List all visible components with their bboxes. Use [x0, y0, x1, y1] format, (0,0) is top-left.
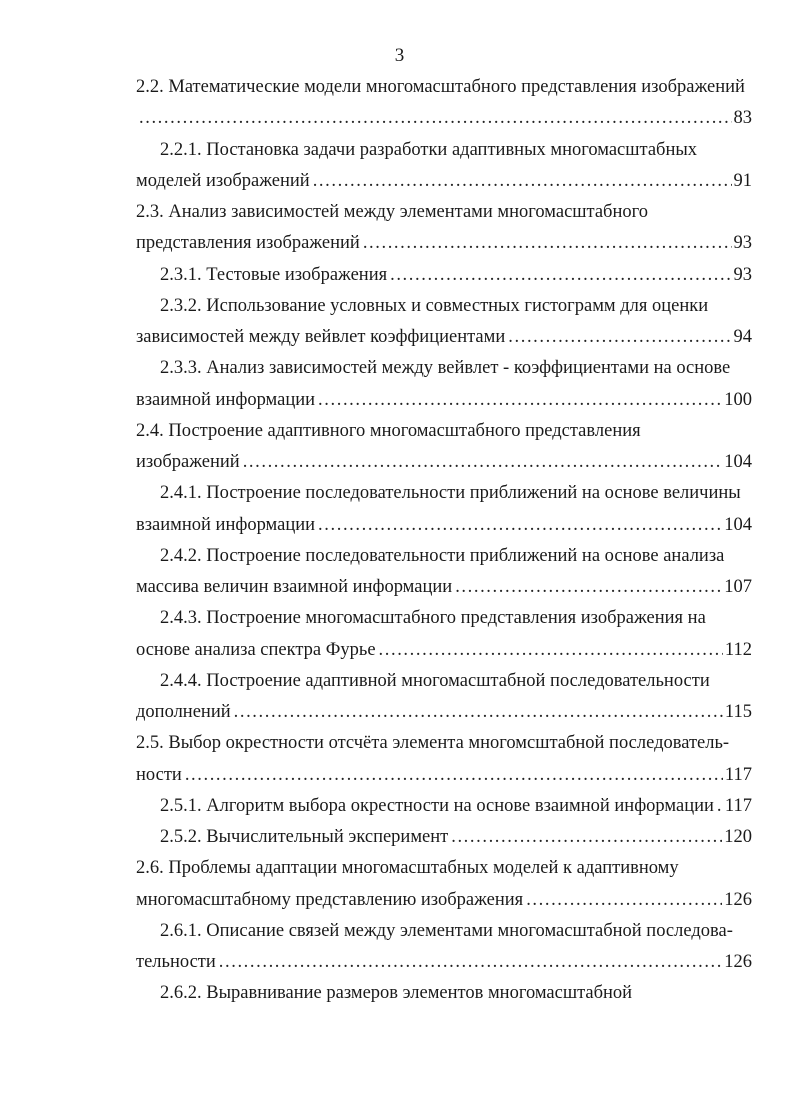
toc-entry-text: 2.4. Построение адаптивного многомасштабного представления [136, 420, 641, 441]
toc-page-number: 112 [724, 639, 752, 660]
toc-line [136, 728, 729, 758]
toc-line [160, 916, 733, 946]
toc-entry-text: 2.4.1. Построение последовательности приближений на основе величины [160, 483, 741, 504]
toc-entry-text: ности [136, 764, 182, 785]
toc-entry-text: изображений [136, 452, 240, 472]
toc-page-number: 91 [733, 170, 752, 191]
toc-entry-text: многомасштабному представлению изображения [136, 889, 524, 910]
dot-leader [318, 385, 722, 415]
toc-line [160, 135, 697, 165]
toc-line [136, 72, 745, 102]
toc-line [160, 603, 706, 633]
page-number: 3 [394, 45, 405, 66]
toc-entry-text: 2.5. Выбор окрестности отсчёта элемента многомсштабной последователь- [136, 733, 730, 754]
toc-entry-text: взаимной информации [136, 514, 316, 535]
toc-line [160, 353, 730, 383]
dot-leader [185, 760, 723, 790]
dot-leader [234, 697, 723, 727]
toc-page-number: 104 [724, 452, 752, 472]
toc-line [136, 103, 752, 133]
toc-line [136, 635, 752, 665]
dot-leader [363, 228, 732, 258]
toc-entry-text: зависимостей между вейвлет коэффициентами [136, 327, 506, 347]
toc-page-number: 83 [733, 108, 752, 129]
toc-page-number: 107 [724, 577, 752, 597]
toc-line [160, 666, 710, 696]
toc-line [136, 322, 752, 352]
toc-entry-text: дополнений [136, 702, 231, 722]
toc-line [160, 822, 752, 852]
toc-entry-text: 2.3.3. Анализ зависимостей между вейвлет - коэффициентами на основе [160, 358, 731, 379]
toc-line [136, 166, 752, 196]
dot-leader [243, 447, 723, 477]
toc-page-number: 117 [724, 795, 752, 816]
toc-line [136, 385, 752, 415]
toc-line [136, 760, 752, 790]
toc-entry-text: 2.2. Математические модели многомасштабного представления изображений [136, 77, 745, 97]
table-of-contents [0, 72, 799, 1092]
toc-page-number: 120 [724, 827, 752, 847]
toc-page-number: 94 [733, 327, 752, 347]
dot-leader [717, 791, 723, 821]
dot-leader [219, 947, 722, 977]
toc-entry-text: 2.6.2. Выравнивание размеров элементов многомасштабной [160, 983, 633, 1004]
toc-line [136, 853, 679, 883]
dot-leader [318, 510, 722, 540]
toc-line [160, 791, 752, 821]
toc-entry-text: 2.5.1. Алгоритм выбора окрестности на основе взаимной информации [160, 795, 714, 816]
dot-leader [508, 322, 731, 352]
toc-page-number: 126 [724, 889, 752, 910]
toc-line [136, 197, 648, 227]
toc-line [160, 291, 708, 321]
toc-entry-text: представления изображений [136, 233, 360, 254]
dot-leader [313, 166, 732, 196]
toc-line [136, 228, 752, 258]
toc-line [136, 447, 752, 477]
toc-entry-text: 2.3.1. Тестовые изображения [160, 264, 388, 285]
toc-line [136, 416, 641, 446]
toc-entry-text: 2.4.4. Построение адаптивной многомасштабной последовательности [160, 670, 710, 691]
toc-entry-text: 2.3. Анализ зависимостей между элементами многомасштабного [136, 202, 648, 222]
dot-leader [139, 103, 732, 133]
toc-entry-text: 2.4.3. Построение многомасштабного представления изображения на [160, 608, 706, 629]
toc-line [160, 541, 724, 571]
toc-entry-text: 2.5.2. Вычислительный эксперимент [160, 827, 449, 847]
toc-line [136, 947, 752, 977]
toc-page-number: 93 [733, 264, 752, 285]
toc-page-number: 117 [724, 764, 752, 785]
toc-line [160, 978, 632, 1008]
dot-leader [451, 822, 722, 852]
toc-entry-text: 2.6. Проблемы адаптации многомасштабных моделей к адаптивному [136, 858, 679, 879]
toc-entry-text: 2.4.2. Построение последовательности приближений на основе анализа [160, 545, 725, 566]
toc-line [136, 885, 752, 915]
toc-page-number: 126 [724, 952, 752, 972]
toc-line [136, 572, 752, 602]
toc-entry-text: 2.3.2. Использование условных и совместных гистограмм для оценки [160, 295, 709, 316]
dot-leader [379, 635, 723, 665]
toc-line [136, 510, 752, 540]
toc-entry-text: взаимной информации [136, 389, 316, 410]
toc-entry-text: 2.6.1. Описание связей между элементами многомасштабной последова- [160, 920, 733, 941]
toc-page-number: 100 [724, 389, 752, 410]
dot-leader [455, 572, 722, 602]
toc-entry-text: основе анализа спектра Фурье [136, 639, 376, 660]
toc-page-number: 93 [733, 233, 752, 254]
toc-page-number: 104 [724, 514, 752, 535]
dot-leader [390, 260, 731, 290]
toc-line [136, 697, 752, 727]
toc-entry-text: тельности [136, 952, 216, 972]
toc-line [160, 260, 752, 290]
dot-leader [526, 885, 722, 915]
toc-entry-text: массива величин взаимной информации [136, 577, 453, 597]
toc-page-number: 115 [724, 702, 752, 722]
toc-entry-text: 2.2.1. Постановка задачи разработки адаптивных многомасштабных [160, 139, 698, 160]
toc-line [160, 478, 741, 508]
toc-entry-text: моделей изображений [136, 170, 310, 191]
